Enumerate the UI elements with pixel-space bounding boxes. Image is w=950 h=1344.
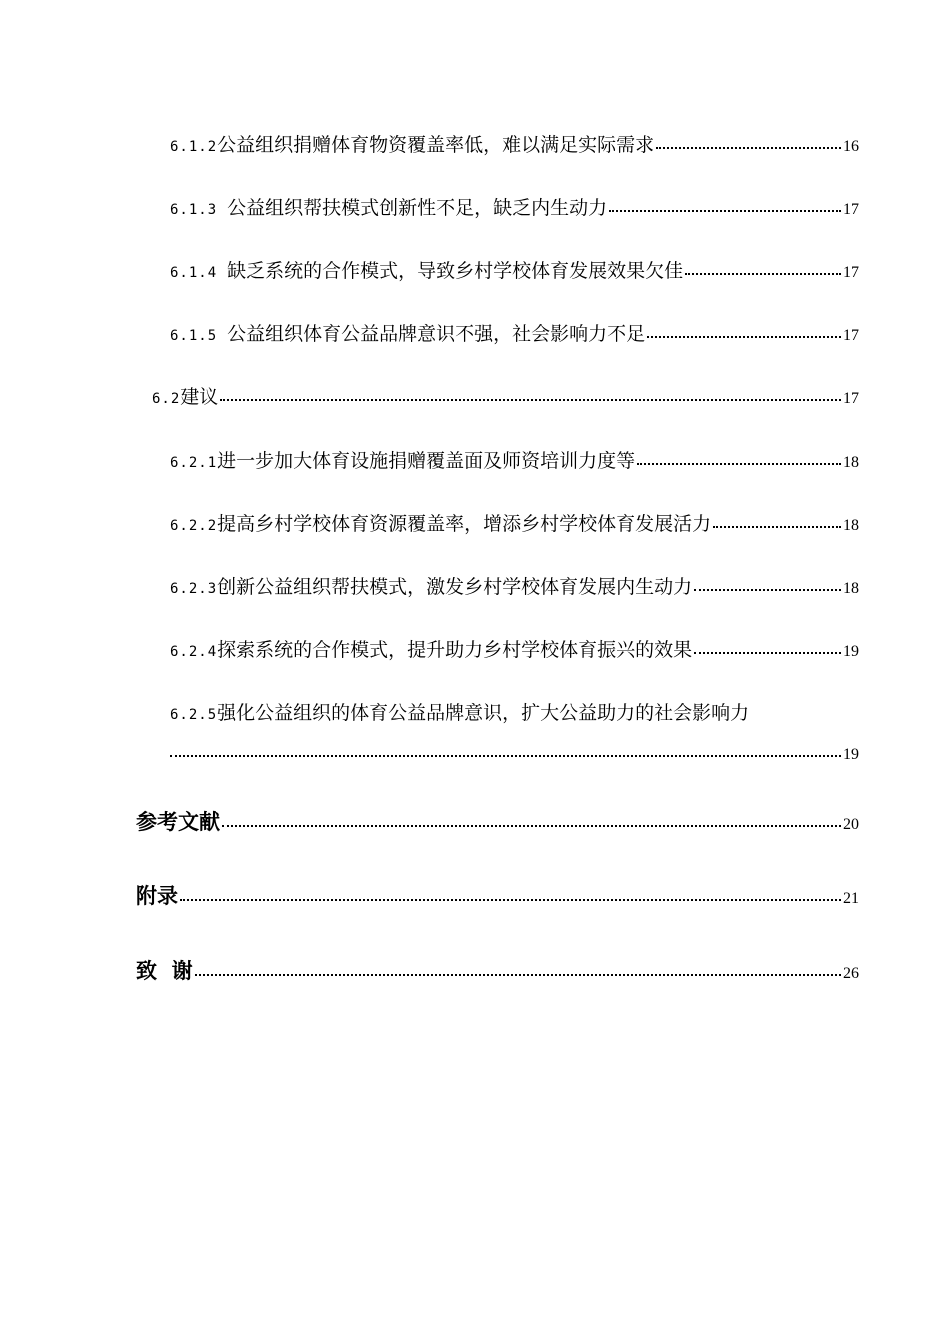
toc-title: 强化公益组织的体育公益品牌意识，扩大公益助力的社会影响力	[217, 702, 750, 724]
toc-number: 6.2.5	[170, 707, 218, 723]
toc-number: 6.2	[152, 391, 181, 407]
toc-entry-6-2-5-continuation[interactable]	[170, 746, 859, 764]
toc-leader-dots	[170, 755, 841, 757]
toc-entry-6-2-4[interactable]	[170, 635, 859, 662]
toc-number: 6.1.2	[170, 139, 218, 155]
toc-entry-6-1-3[interactable]	[170, 193, 859, 220]
toc-leader-dots	[220, 399, 841, 401]
toc-page-number: 21	[843, 890, 859, 907]
toc-leader-dots	[685, 273, 841, 275]
toc-page-number: 19	[843, 746, 859, 763]
toc-entry-6-2-2[interactable]	[170, 509, 859, 536]
toc-number: 6.2.3	[170, 581, 218, 597]
toc-title: 创新公益组织帮扶模式，激发乡村学校体育发展内生动力	[217, 576, 693, 598]
toc-number: 6.2.1	[170, 455, 218, 471]
toc-page-number: 20	[843, 816, 859, 833]
toc-page-number: 17	[843, 201, 859, 218]
toc-entry-6-1-2[interactable]	[170, 130, 859, 157]
toc-number: 6.2.4	[170, 644, 218, 660]
toc-leader-dots	[195, 974, 841, 976]
toc-number: 6.1.4	[170, 265, 218, 281]
toc-page-number: 18	[843, 580, 859, 597]
toc-entry-6-2-5[interactable]	[170, 698, 859, 725]
toc-title: 致 谢	[136, 959, 193, 983]
toc-number: 6.1.5	[170, 328, 218, 344]
toc-title: 进一步加大体育设施捐赠覆盖面及师资培训力度等	[217, 450, 636, 472]
toc-entry-6-2-3[interactable]	[170, 572, 859, 599]
toc-entry-6-2[interactable]	[152, 382, 859, 409]
toc-title: 公益组织捐赠体育物资覆盖率低，难以满足实际需求	[217, 134, 655, 156]
toc-title: 探索系统的合作模式，提升助力乡村学校体育振兴的效果	[217, 639, 693, 661]
toc-leader-dots	[609, 210, 841, 212]
toc-title: 附录	[136, 884, 178, 908]
toc-number: 6.1.3	[170, 202, 218, 218]
toc-title: 公益组织帮扶模式创新性不足，缺乏内生动力	[227, 197, 608, 219]
toc-leader-dots	[713, 526, 841, 528]
toc-leader-dots	[694, 589, 841, 591]
toc-title: 提高乡村学校体育资源覆盖率，增添乡村学校体育发展活力	[217, 513, 712, 535]
toc-number: 6.2.2	[170, 518, 218, 534]
toc-page-number: 26	[843, 965, 859, 982]
toc-page-number: 17	[843, 264, 859, 281]
toc-leader-dots	[694, 652, 841, 654]
toc-leader-dots	[222, 825, 841, 827]
toc-leader-dots	[656, 147, 841, 149]
toc-entry-appendix[interactable]	[136, 880, 859, 910]
toc-page-number: 18	[843, 517, 859, 534]
toc-page-number: 17	[843, 327, 859, 344]
toc-leader-dots	[180, 899, 841, 901]
toc-page-number: 17	[843, 390, 859, 407]
toc-page-number: 16	[843, 138, 859, 155]
toc-title: 建议	[180, 386, 219, 408]
toc-entry-acknowledgements[interactable]	[136, 955, 859, 985]
toc-leader-dots	[637, 463, 841, 465]
toc-leader-dots	[647, 336, 841, 338]
toc-page-number: 18	[843, 454, 859, 471]
toc-entry-6-1-4[interactable]	[170, 256, 859, 283]
toc-entry-references[interactable]	[136, 806, 859, 836]
toc-title: 参考文献	[136, 810, 220, 834]
toc-entry-6-1-5[interactable]	[170, 319, 859, 346]
toc-title: 公益组织体育公益品牌意识不强，社会影响力不足	[227, 323, 646, 345]
toc-page-number: 19	[843, 643, 859, 660]
toc-entry-6-2-1[interactable]	[170, 446, 859, 473]
toc-title: 缺乏系统的合作模式，导致乡村学校体育发展效果欠佳	[227, 260, 684, 282]
